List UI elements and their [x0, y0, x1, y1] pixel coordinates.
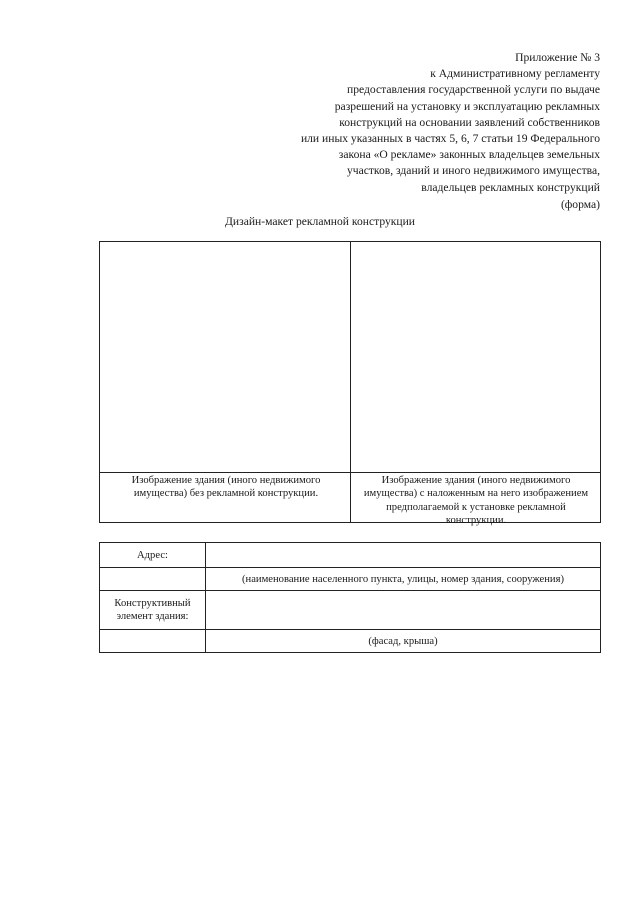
row-divider: [100, 472, 600, 473]
form-note: (форма): [560, 198, 600, 211]
appendix-line: владельцев рекламных конструкций: [421, 180, 600, 194]
element-field[interactable]: [206, 591, 601, 630]
table-row: [100, 591, 601, 630]
empty-cell: [100, 630, 206, 653]
address-table: [99, 542, 601, 653]
appendix-header: [240, 50, 600, 196]
appendix-line: закона «О рекламе» законных владельцев земельных: [338, 148, 600, 162]
element-label: Конструктивный элемент здания:: [100, 591, 206, 630]
appendix-line: конструкций на основании заявлений собственников: [339, 115, 600, 129]
appendix-line: или иных указанных в частях 5, 6, 7 статьи 19 Федерального: [300, 132, 600, 146]
appendix-line: разрешений на установку и эксплуатацию рекламных: [334, 99, 600, 113]
appendix-line: участков, зданий и иного недвижимого имущества,: [346, 164, 600, 178]
appendix-line: Приложение № 3: [515, 51, 600, 64]
appendix-line: к Административному регламенту: [430, 67, 600, 81]
document-title: Дизайн-макет рекламной конструкции: [225, 215, 415, 228]
appendix-line: предоставления государственной услуги по выдаче: [346, 83, 600, 97]
address-field[interactable]: [206, 543, 601, 568]
image-placeholder-after: [351, 242, 600, 472]
element-hint: (фасад, крыша): [206, 630, 601, 653]
table-row: [100, 543, 601, 568]
table-row: [100, 630, 601, 653]
image-placeholder-before: [100, 242, 350, 472]
address-hint: (наименование населенного пункта, улицы, номер здания, сооружения): [206, 568, 601, 591]
caption-after: Изображение здания (иного недвижимого имущества) с наложенным на него изображением предполагаемой к установке рекламной конструкции.: [363, 475, 589, 527]
column-divider: [350, 242, 351, 522]
images-table: [99, 241, 601, 527]
caption-before: Изображение здания (иного недвижимого имущества) без рекламной конструкции.: [131, 475, 321, 500]
empty-cell: [100, 568, 206, 591]
address-label: Адрес:: [100, 543, 206, 568]
table-row: [100, 568, 601, 591]
